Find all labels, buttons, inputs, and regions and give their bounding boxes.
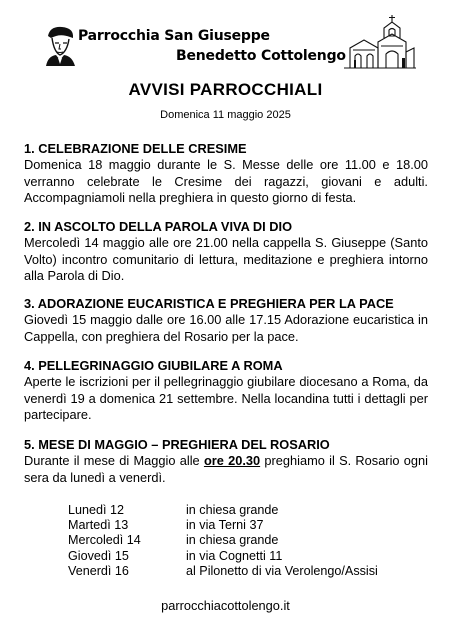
schedule-day: Giovedì 15 (68, 548, 129, 563)
highlighted-time: ore 20.30 (203, 453, 261, 469)
saint-portrait-icon (40, 22, 80, 66)
schedule-place: in via Terni 37 (186, 518, 264, 533)
schedule-row (68, 564, 378, 579)
schedule-row (68, 533, 378, 548)
schedule-day: Martedì 13 (68, 518, 129, 533)
parish-name: Parrocchia San Giuseppe (78, 28, 270, 44)
notice-section (24, 141, 428, 207)
notice-section (24, 219, 428, 285)
header (0, 0, 451, 70)
website-link[interactable]: parrocchiacottolengo.it (161, 598, 290, 613)
section-body: Domenica 18 maggio durante le S. Messe delle ore 11.00 e 18.00 verranno celebrate le Cresime dei ragazzi, giovani e adulti. Accompagniamoli nella preghiera in questo giorno di festa. (24, 157, 428, 206)
schedule-day: Lunedì 12 (68, 503, 125, 517)
rosary-schedule (68, 503, 378, 579)
notice-section (24, 437, 428, 486)
section-heading: 5. MESE DI MAGGIO – PREGHIERA DEL ROSARIO (24, 437, 330, 452)
section-body: Mercoledì 14 maggio alle ore 21.00 nella cappella S. Giuseppe (Santo Volto) incontro comunitario di lettura, meditazione e preghiera intorno alla Parola di Dio. (24, 235, 428, 284)
schedule-day: Venerdì 16 (68, 563, 129, 578)
section-body: Aperte le iscrizioni per il pellegrinaggio giubilare diocesano a Roma, da venerdì 19 a domenica 21 settembre. Nella locandina tutti i dettagli per partecipare. (24, 374, 428, 423)
notice-date: Domenica 11 maggio 2025 (160, 109, 291, 121)
section-body (24, 453, 428, 486)
parish-subtitle: Benedetto Cottolengo (176, 48, 346, 64)
page-title: AVVISI PARROCCHIALI (128, 80, 323, 99)
schedule-row (68, 503, 378, 518)
section-heading: 2. IN ASCOLTO DELLA PAROLA VIVA DI DIO (24, 219, 293, 234)
section-heading: 4. PELLEGRINAGGIO GIUBILARE A ROMA (24, 358, 283, 373)
section-body-text: preghiamo il S. Rosario ogni sera da lunedì a venerdì. (24, 453, 428, 485)
section-heading: 3. ADORAZIONE EUCARISTICA E PREGHIERA PER LA PACE (24, 296, 394, 311)
schedule-place: in chiesa grande (186, 503, 279, 517)
schedule-row (68, 549, 378, 564)
section-body-text: Durante il mese di Maggio alle (24, 453, 204, 469)
schedule-place: in via Cognetti 11 (186, 548, 283, 563)
schedule-day: Mercoledì 14 (68, 533, 141, 548)
schedule-row (68, 518, 378, 533)
notice-section (24, 358, 428, 424)
schedule-place: al Pilonetto di via Verolengo/Assisi (186, 563, 378, 578)
notice-section (24, 296, 428, 345)
section-body: Giovedì 15 maggio dalle ore 16.00 alle 17.15 Adorazione eucaristica in Cappella, con preghiera del Rosario per la pace. (24, 312, 428, 344)
section-heading: 1. CELEBRAZIONE DELLE CRESIME (24, 141, 247, 156)
church-building-icon (340, 14, 420, 70)
schedule-place: in chiesa grande (186, 533, 279, 548)
